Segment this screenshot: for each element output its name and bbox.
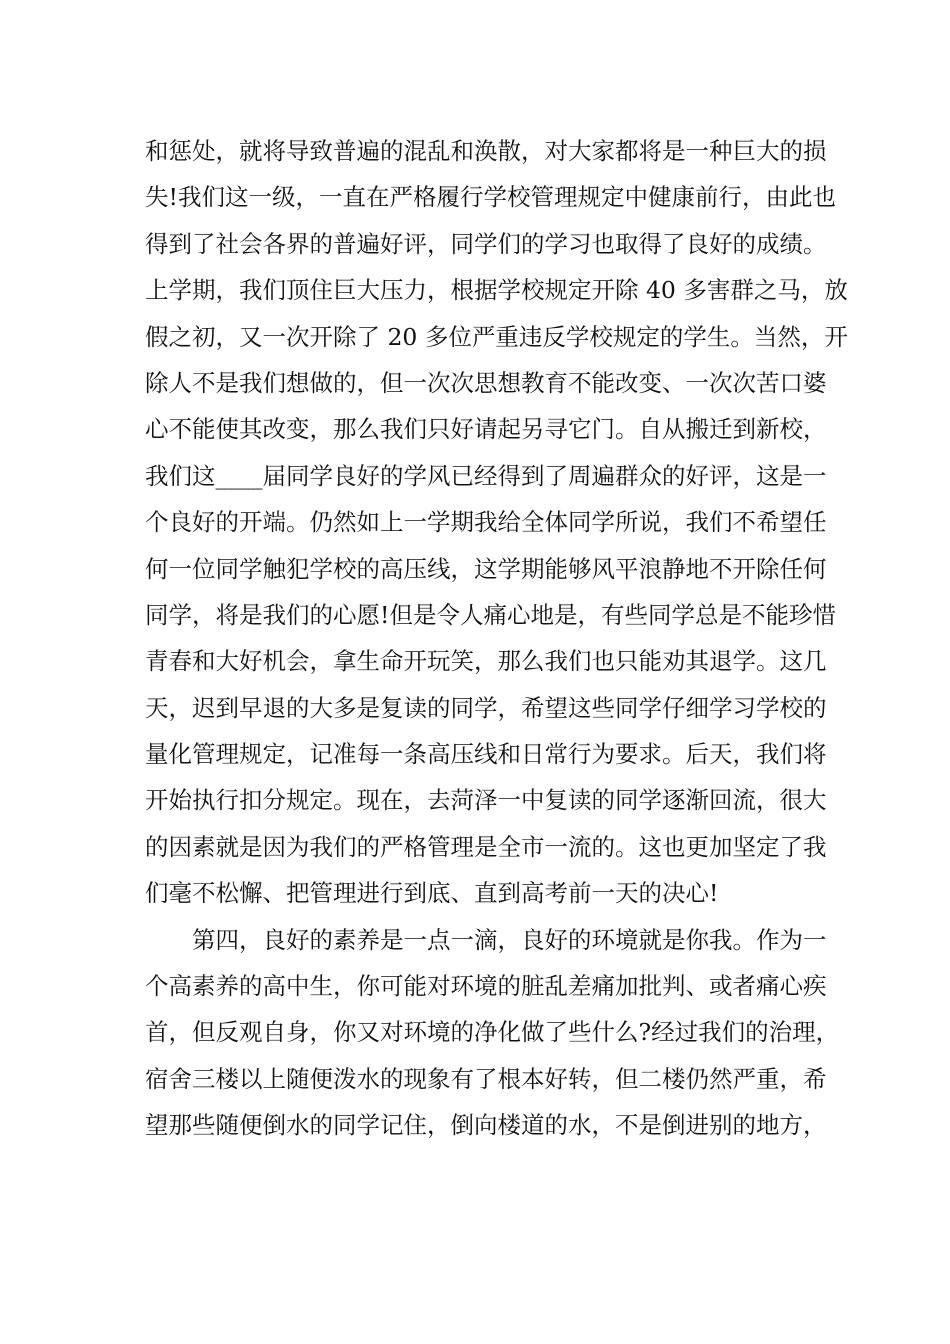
text-line: 假之初，又一次开除了 20 多位严重违反学校规定的学生。当然，开	[145, 322, 848, 351]
text-line: 宿舍三楼以上随便泼水的现象有了根本好转，但二楼仍然严重，希	[145, 1064, 827, 1093]
text-line: 首，但反观自身，你又对环境的净化做了些什么?经过我们的治理，	[145, 1018, 840, 1047]
text-line: 何一位同学触犯学校的高压线，这学期能够风平浪静地不开除任何	[145, 554, 827, 583]
text-line: 开始执行扣分规定。现在，去菏泽一中复读的同学逐渐回流，很大	[145, 786, 827, 815]
text-line: 我们这____届同学良好的学风已经得到了周遍群众的好评，这是一	[145, 461, 827, 490]
text-line: 的因素就是因为我们的严格管理是全市一流的。这也更加坚定了我	[145, 832, 827, 861]
text-line: 青春和大好机会，拿生命开玩笑，那么我们也只能劝其退学。这几	[145, 647, 827, 676]
text-line: 上学期，我们顶住巨大压力，根据学校规定开除 40 多害群之马，放	[145, 276, 848, 305]
paragraph-end-line: 们毫不松懈、把管理进行到底、直到高考前一天的决心!	[145, 879, 719, 908]
text-line: 望那些随便倒水的同学记住，倒向楼道的水，不是倒进别的地方，	[145, 1111, 827, 1140]
text-line: 同学，将是我们的心愿!但是令人痛心地是，有些同学总是不能珍惜	[145, 600, 836, 629]
text-line: 得到了社会各界的普遍好评，同学们的学习也取得了良好的成绩。	[145, 229, 827, 258]
text-line: 除人不是我们想做的，但一次次思想教育不能改变、一次次苦口婆	[145, 368, 827, 397]
text-line: 和惩处，就将导致普遍的混乱和涣散，对大家都将是一种巨大的损	[145, 137, 827, 165]
body-text	[145, 128, 848, 1149]
text-line: 失!我们这一级，一直在严格履行学校管理规定中健康前行，由此也	[145, 183, 836, 212]
text-line: 天，迟到早退的大多是复读的同学，希望这些同学仔细学习学校的	[145, 693, 827, 722]
text-line: 个高素养的高中生，你可能对环境的脏乱差痛加批判、或者痛心疾	[145, 972, 827, 1001]
text-line: 个良好的开端。仍然如上一学期我给全体同学所说，我们不希望任	[145, 508, 827, 537]
paragraph-start-line: 第四，良好的素养是一点一滴，良好的环境就是你我。作为一	[192, 925, 827, 954]
text-line: 心不能使其改变，那么我们只好请起另寻它门。自从搬迁到新校，	[145, 415, 827, 444]
text-line: 量化管理规定，记准每一条高压线和日常行为要求。后天，我们将	[145, 740, 827, 769]
